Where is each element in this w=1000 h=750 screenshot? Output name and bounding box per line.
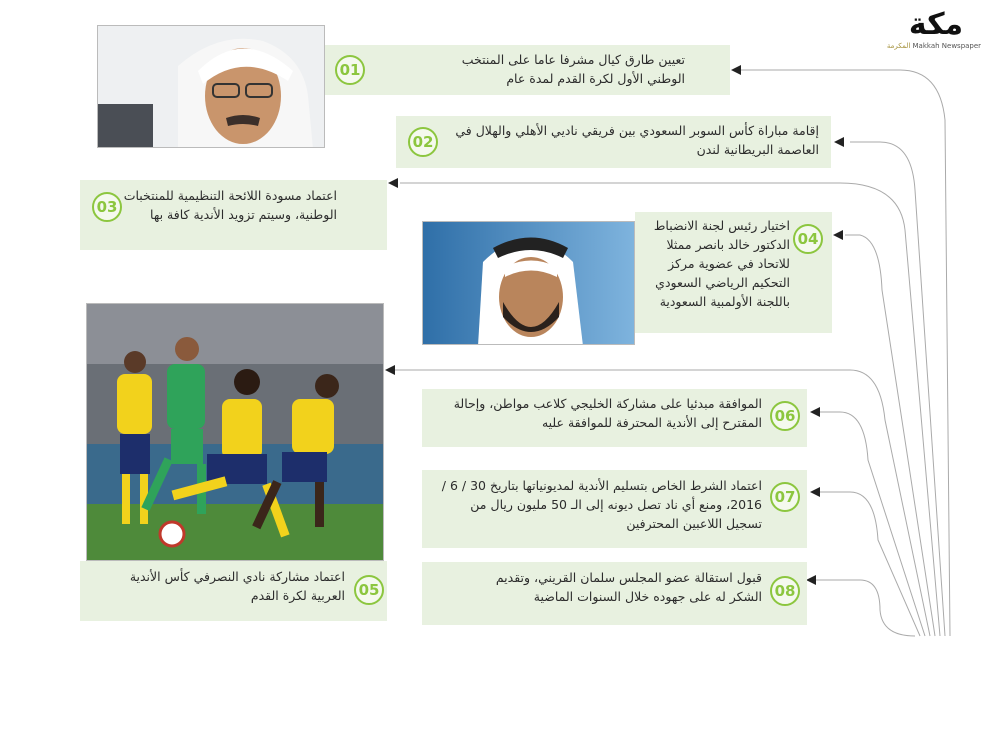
item-number-01: 01 [335,55,365,85]
item-number-05: 05 [354,575,384,605]
arrowhead-04 [833,230,843,240]
photo-tarek-kayal [97,25,325,148]
arrowhead-08 [806,575,816,585]
decision-item-08 [422,562,807,625]
photo-khaled-bansar [422,221,635,345]
decision-item-03 [80,180,387,250]
item-number-04: 04 [793,224,823,254]
decision-item-04 [635,212,832,333]
item-text-07: اعتماد الشرط الخاص بتسليم الأندية لمديونياتها بتاريخ 30 / 6 / 2016، ومنع أي ناد تصل ديونه إلى الـ 50 مليون ريال من تسجيل اللاعبين المحترفين [441,478,762,531]
item-text-05: اعتماد مشاركة نادي النصرفي كأس الأندية العربية لكرة القدم [129,569,345,603]
logo-subtitle: المكرمة Makkah Newspaper [886,42,982,50]
newspaper-logo [876,8,996,58]
item-number-02: 02 [408,127,438,157]
decision-item-02 [396,116,831,168]
logo-text: مكة [908,7,964,42]
item-number-06: 06 [770,401,800,431]
item-text-08: قبول استقالة عضو المجلس سلمان القريني، وتقديم الشكر له على جهوده خلال السنوات الماضية [495,570,762,604]
connector-06 [820,412,925,636]
connector-08 [815,580,915,636]
connector-04 [845,235,935,636]
decision-item-06 [422,389,807,447]
item-number-03: 03 [92,192,122,222]
item-number-08: 08 [770,576,800,606]
item-text-01: تعيين طارق كيال مشرفا عاما على المنتخب الوطني الأول لكرة القدم لمدة عام [461,52,685,86]
arrowhead-02 [834,137,844,147]
photo-football-match [86,303,384,561]
arrowhead-06 [810,407,820,417]
arrowhead-05 [385,365,395,375]
item-text-04: اختيار رئيس لجنة الانضباط الدكتور خالد بانصر ممثلا للاتحاد في عضوية مركز التحكيم الرياضي السعودي باللجنة الأولمبية السعودية [653,218,790,309]
arrowhead-03 [388,178,398,188]
item-text-02: إقامة مباراة كأس السوبر السعودي بين فريقي ناديي الأهلي والهلال في العاصمة البريطانية لندن [455,123,819,157]
arrowhead-07 [810,487,820,497]
item-text-03: اعتماد مسودة اللائحة التنظيمية للمنتخبات الوطنية، وسيتم تزويد الأندية كافة بها [123,188,337,222]
arrowhead-01 [731,65,741,75]
decision-item-07 [422,470,807,548]
item-number-07: 07 [770,482,800,512]
decision-item-05 [80,561,387,621]
item-text-06: الموافقة مبدئيا على مشاركة الخليجي كلاعب مواطن، وإحالة المقترح إلى الأندية المحترفة للموافقة عليه [453,396,762,430]
decision-item-01 [325,45,730,95]
